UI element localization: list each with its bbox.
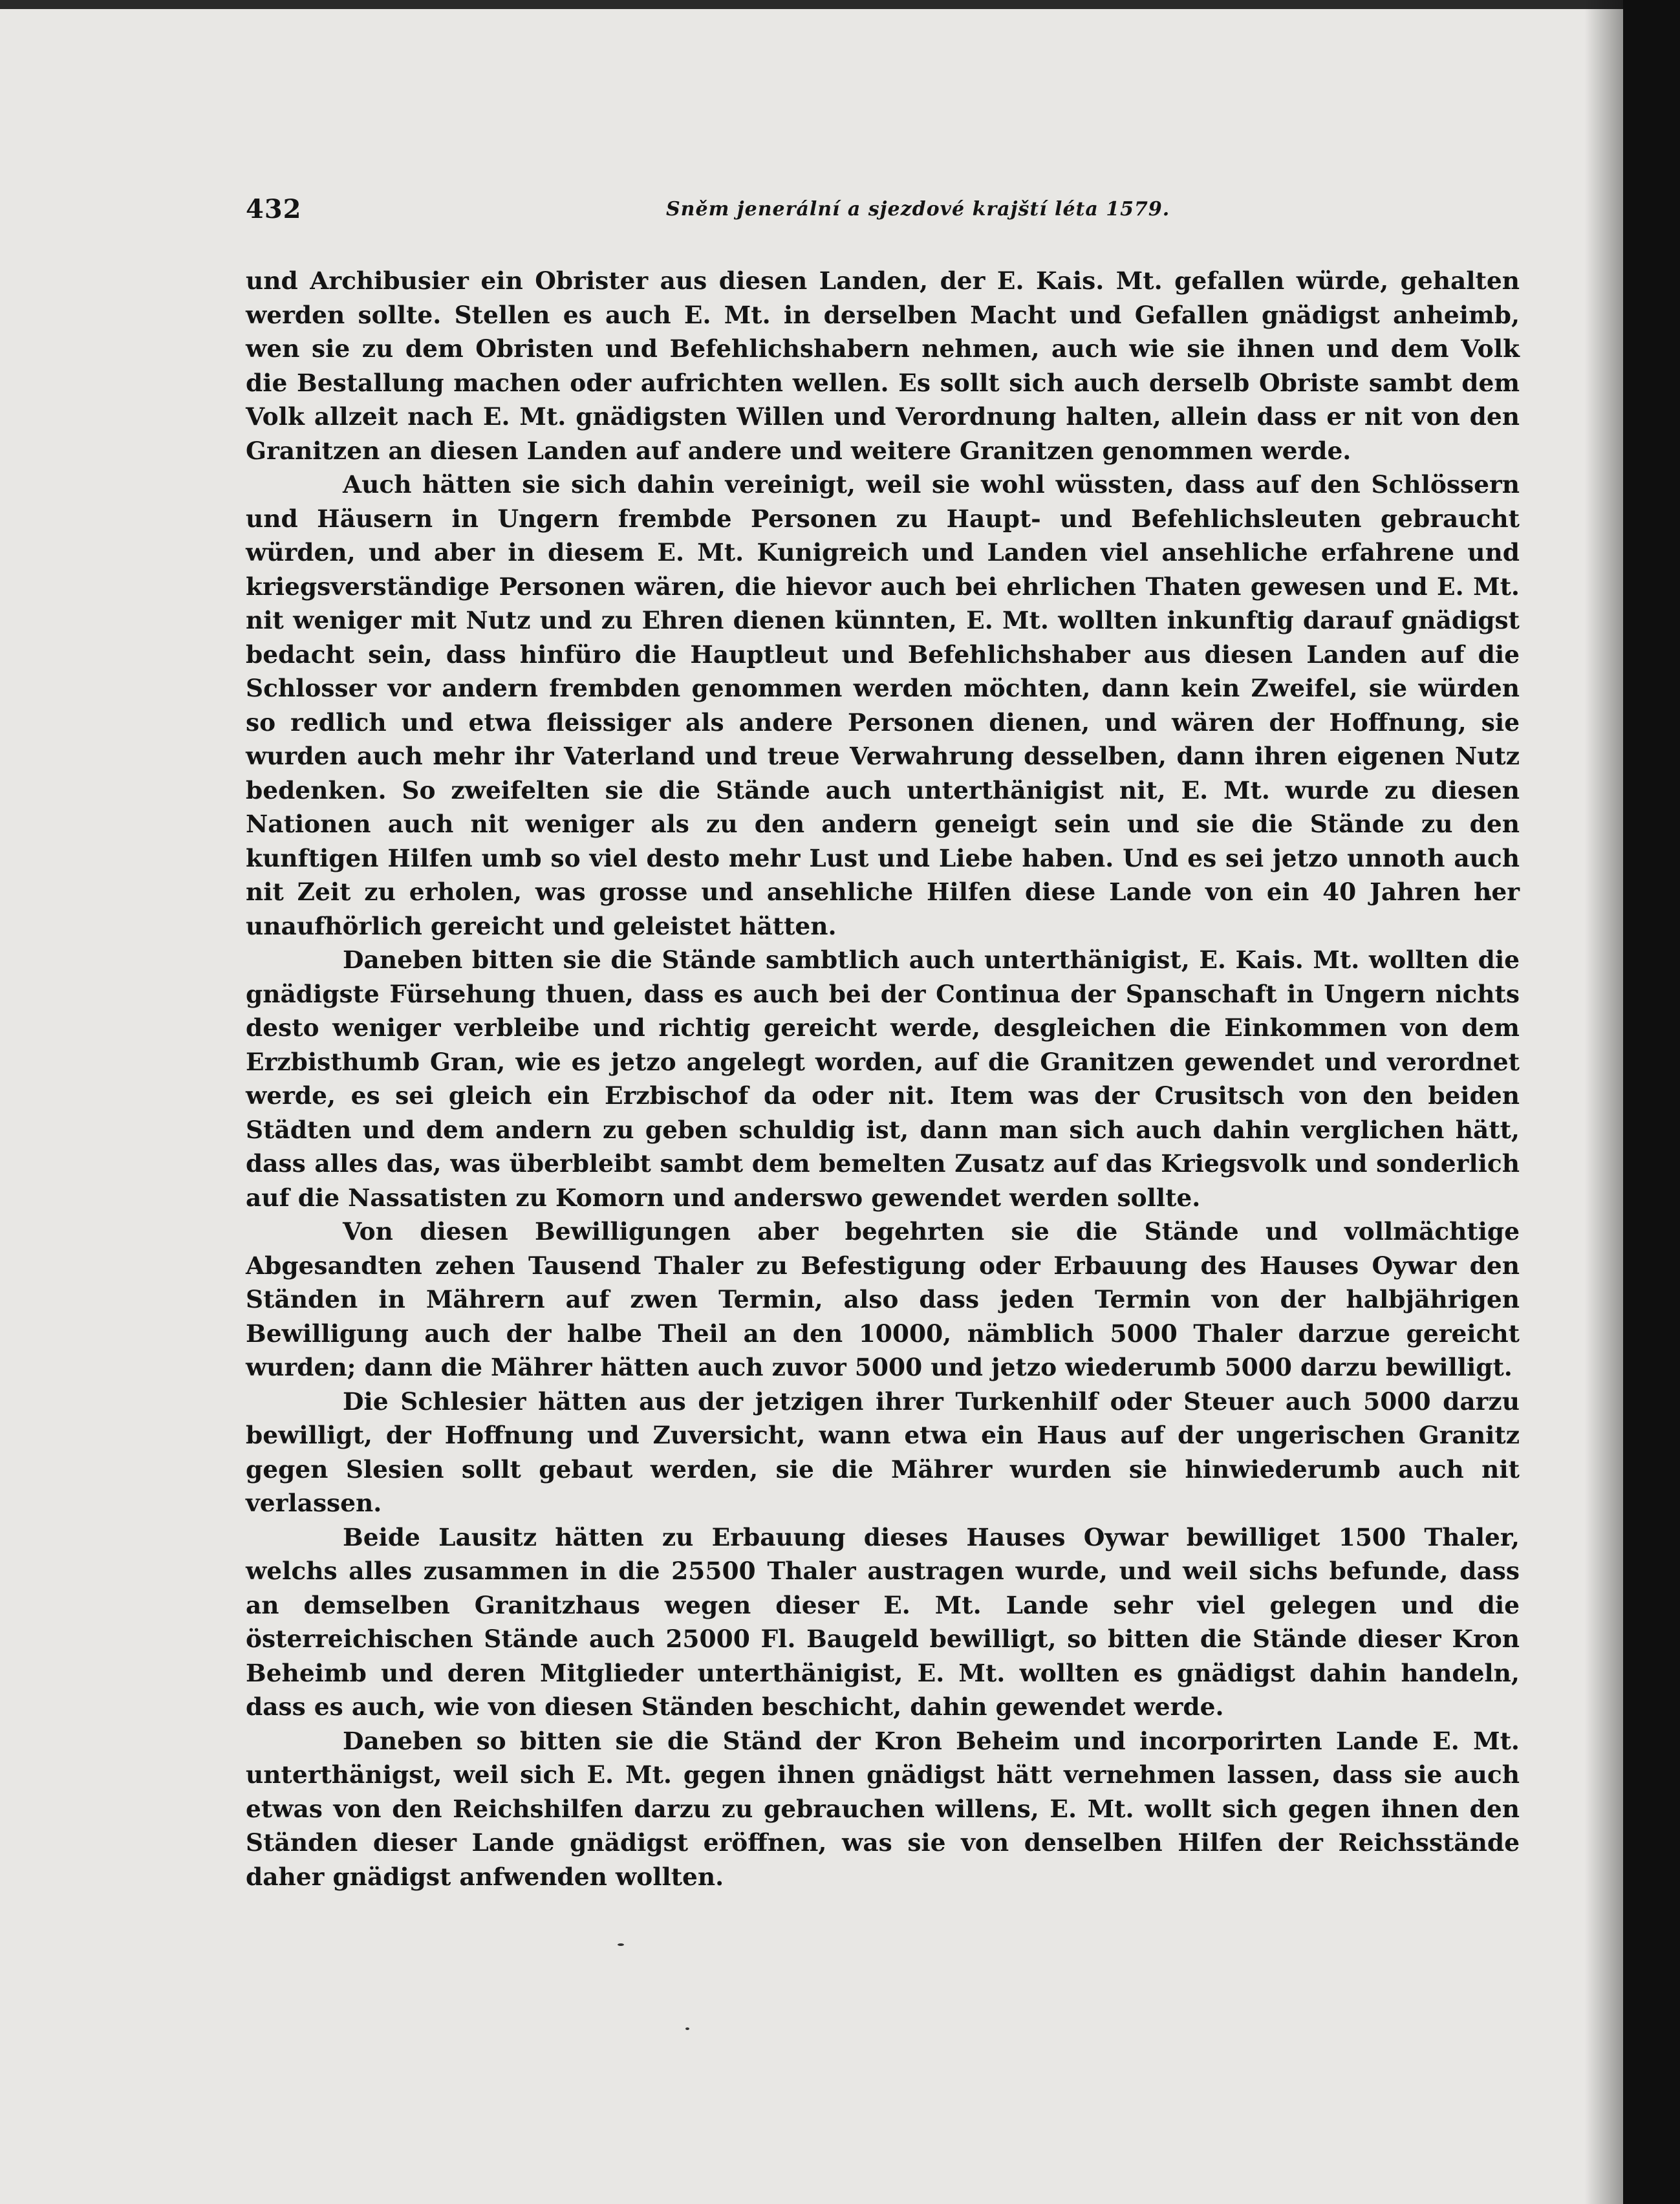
- scan-speck: [685, 2027, 689, 2030]
- paragraph: Von diesen Bewilligungen aber begehrten sie die Stände und vollmächtige Abgesandten zehen Tausend Thaler zu Befestigung oder Erbauung des Hauses Oywar den Ständen in Mährern auf zwen Termin, also dass jeden Termin von der halbjährigen Bewilligung auch der halbe Theil an den 10000, nämblich 5000 Thaler darzue gereicht wurden; dann die Mährer hätten auch zuvor 5000 und jetzo wiederumb 5000 darzu bewilligt.: [246, 1217, 1520, 1381]
- paragraph: Daneben so bitten sie die Ständ der Kron Beheim und incorporirten Lande E. Mt. unterthänigst, weil sich E. Mt. gegen ihnen gnädigst hätt vernehmen lassen, dass sie auch etwas von den Reichshilfen darzu zu gebrauchen willens, E. Mt. wollt sich gegen ihnen den Ständen dieser Lande gnädigst eröffnen, was sie von denselben Hilfen der Reichsstände daher gnädigst anfwenden wollten.: [246, 1726, 1520, 1891]
- running-title: Sněm jenerální a sjezdové krajští léta 1579.: [666, 198, 1170, 221]
- document-page: [246, 194, 1520, 1894]
- paragraph: und Archibusier ein Obrister aus diesen Landen, der E. Kais. Mt. gefallen würde, gehalten werden sollte. Stellen es auch E. Mt. in derselben Macht und Gefallen gnädigst anheimb, wen sie zu dem Obristen und Befehlichshabern nehmen, auch wie sie ihnen und dem Volk die Bestallung machen oder aufrichten wellen. Es sollt sich auch derselb Obriste sambt dem Volk allzeit nach E. Mt. gnädigsten Willen und Verordnung halten, allein dass er nit von den Granitzen an diesen Landen auf andere und weitere Granitzen genommen werde.: [246, 266, 1520, 465]
- scan-border-right: [1623, 0, 1680, 2204]
- paragraph: Beide Lausitz hätten zu Erbauung dieses Hauses Oywar bewilliget 1500 Thaler, welchs alles zusammen in die 25500 Thaler austragen wurde, und weil sichs befunde, dass an demselben Granitzhaus wegen dieser E. Mt. Lande sehr viel gelegen und die österreichischen Stände auch 25000 Fl. Baugeld bewilligt, so bitten die Stände dieser Kron Beheimb und deren Mitglieder unterthänigist, E. Mt. wollten es gnädigst dahin handeln, dass es auch, wie von diesen Ständen beschicht, dahin gewendet werde.: [246, 1522, 1520, 1721]
- scan-speck: [618, 1943, 624, 1946]
- page-number: 432: [246, 194, 302, 224]
- page-gutter-shadow: [1584, 0, 1623, 2204]
- scan-border-top: [0, 0, 1680, 9]
- body-text: [246, 264, 1520, 1894]
- paragraph: Die Schlesier hätten aus der jetzigen ihrer Turkenhilf oder Steuer auch 5000 darzu bewilligt, der Hoffnung und Zuversicht, wann etwa ein Haus auf der ungerischen Granitz gegen Slesien sollt gebaut werden, sie die Mährer wurden sie hinwiederumb auch nit verlassen.: [246, 1387, 1520, 1517]
- running-header: [246, 194, 1520, 233]
- paragraph: Daneben bitten sie die Stände sambtlich auch unterthänigist, E. Kais. Mt. wollten die gnädigste Fürsehung thuen, dass es auch bei der Continua der Spanschaft in Ungern nichts desto weniger verbleibe und richtig gereicht werde, desgleichen die Einkommen von dem Erzbisthumb Gran, wie es jetzo angelegt worden, auf die Granitzen gewendet und verordnet werde, es sei gleich ein Erzbischof da oder nit. Item was der Crusitsch von den beiden Städten und dem andern zu geben schuldig ist, dann man sich auch dahin verglichen hätt, dass alles das, was überbleibt sambt dem bemelten Zusatz auf das Kriegsvolk und sonderlich auf die Nassatisten zu Komorn und anderswo gewendet werden sollte.: [246, 945, 1520, 1212]
- paragraph: Auch hätten sie sich dahin vereinigt, weil sie wohl wüssten, dass auf den Schlössern und Häusern in Ungern frembde Personen zu Haupt- und Befehlichsleuten gebraucht würden, und aber in diesem E. Mt. Kunigreich und Landen viel ansehliche erfahrene und kriegsverständige Personen wären, die hievor auch bei ehrlichen Thaten gewesen und E. Mt. nit weniger mit Nutz und zu Ehren dienen künnten, E. Mt. wollten inkunftig darauf gnädigst bedacht sein, dass hinfüro die Hauptleut und Befehlichshaber aus diesen Landen auf die Schlosser vor andern frembden genommen werden möchten, dann kein Zweifel, sie würden so redlich und etwa fleissiger als andere Personen dienen, und wären der Hoffnung, sie wurden auch mehr ihr Vaterland und treue Verwahrung desselben, dann ihren eigenen Nutz bedenken. So zweifelten sie die Stände auch unterthänigist nit, E. Mt. wurde zu diesen Nationen auch nit weniger als zu den andern geneigt sein und sie die Stände zu den kunftigen Hilfen umb so viel desto mehr Lust und Liebe haben. Und es sei jetzo unnoth auch nit Zeit zu erholen, was grosse und ansehliche Hilfen diese Lande von ein 40 Jahren her unaufhörlich gereicht und geleistet hätten.: [246, 470, 1520, 940]
